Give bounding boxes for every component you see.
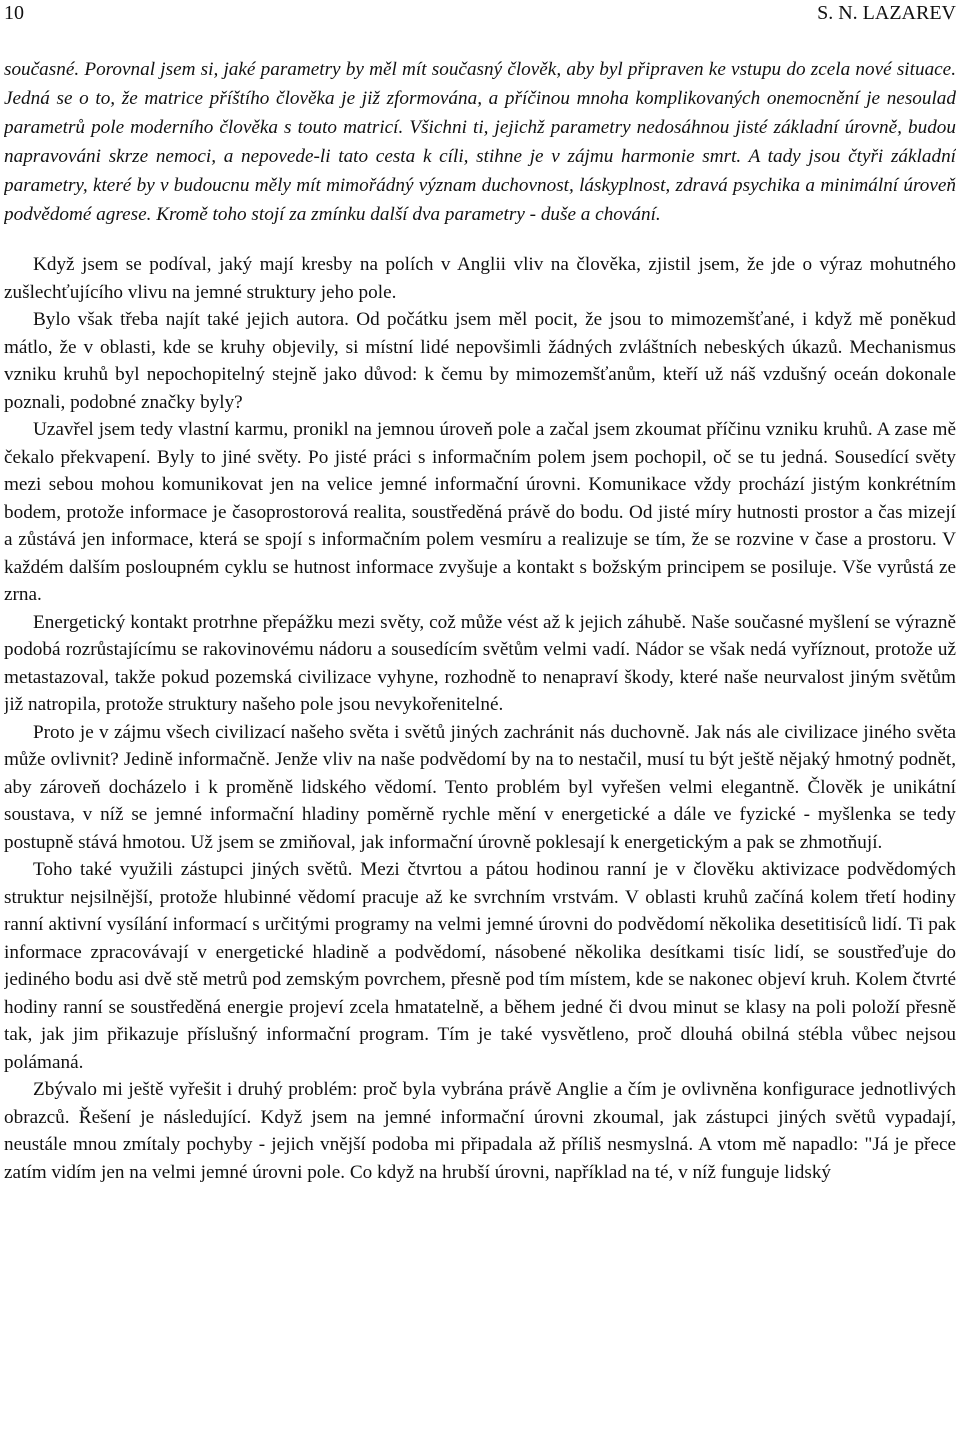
paragraph: Uzavřel jsem tedy vlastní karmu, pronikl na jemnou úroveň pole a začal jsem zkoumat příčinu vzniku kruhů. A zase mě čekalo překvapení. Byly to jiné světy. Po jisté práci s informačním polem jsem pochopil, oč se tu jedná. Sousedící světy mezi sebou mohou komunikovat jen na velice jemné informační úrovni. Komunikace vždy prochází jistým konkrétním bodem, protože informace je časoprostorová realita, soustředěná právě do bodu. Od jisté míry hutnosti prostor a čas mizejí a zůstává jen informace, která se spojí s informačním polem vesmíru a realizuje se tím, že se rozvine v čase a prostoru. V každém dalším posloupném cyklu se hutnost informace zvyšuje a kontakt s božským principem se posiluje. Vše vyrůstá ze zrna. (4, 419, 956, 606)
page-number: 10 (4, 2, 24, 24)
paragraph: Toho také využili zástupci jiných světů. Mezi čtvrtou a pátou hodinou ranní je v člověku aktivizace podvědomých struktur nejsilnější, protože hlubinné vědomí pracuje až ke svrchním vrstvám. V oblasti kruhů začíná kolem třetí hodiny ranní aktivní vysílání informací s určitými programy na velmi jemné úrovni do podvědomí několika desetitisíců lidí. Ti pak informace zpracovávají v energetické hladině a podvědomí, násobené několika desítkami tisíc lidí, se soustřeďuje do jediného bodu asi dvě stě metrů pod zemským povrchem, přesně pod tím místem, kde se nakonec objeví kruh. Kolem čtvrté hodiny ranní se soustředěná energie projeví zcela hmatatelně, a během jedné či dvou minut se klasy na poli položí přesně tak, jak jim přikazuje příslušný informační program. Tím je také vysvětleno, proč dlouhá obilná stébla vůbec nejsou polámaná. (4, 859, 956, 1073)
paragraph: Bylo však třeba najít také jejich autora. Od počátku jsem měl pocit, že jsou to mimozemšťané, i když mě poněkud mátlo, že v oblasti, kde se kruhy objevily, si místní lidé nepovšimli žádných zvláštních nebeských úkazů. Mechanismus vzniku kruhů byl nepochopitelný stejně jako důvod: k čemu by mimozemšťanům, kteří už náš vzdušný oceán dokonale poznali, podobné značky byly? (4, 309, 956, 413)
italic-paragraph: současné. Porovnal jsem si, jaké parametry by měl mít současný člověk, aby byl připraven ke vstupu do zcela nové situace. Jedná se o to, že matrice příštího člověka je již zformována, a příčinou mnoha komplikovaných onemocnění je nesoulad parametrů pole moderního člověka s touto matricí. Všichni ti, jejichž parametry nedosáhnou jisté základní úrovně, budou napravováni skrze nemoci, a nepovede-li tato cesta k cíli, stihne je v zájmu harmonie smrt. A tady jsou čtyři základní parametry, které by v budoucnu měly mít mimořádný význam duchovnost, láskyplnost, zdravá psychika a minimální úroveň podvědomé agrese. Kromě toho stojí za zmínku další dva parametry - duše a chování. (4, 59, 956, 225)
paragraph: Když jsem se podíval, jaký mají kresby na polích v Anglii vliv na člověka, zjistil jsem, že jde o výraz mohutného zušlechťujícího vlivu na jemné struktury jeho pole. (4, 254, 956, 303)
document-page (4, 0, 956, 1436)
paragraph: Proto je v zájmu všech civilizací našeho světa i světů jiných zachránit nás duchovně. Jak nás ale civilizace jiného světa může ovlivnit? Jedině informačně. Jenže vliv na naše podvědomí by na to nestačil, musí tu být ještě nějaký hmotný podnět, aby zároveň docházelo i k proměně lidského vědomí. Tento problém byl vyřešen velmi elegantně. Člověk je unikátní soustava, v níž se jemné informační hladiny poměrně rychle mění v energetické a dále ve fyzické - myšlenka se tedy postupně stává hmotou. Už jsem se zmiňoval, jak informační úrovně poklesají k energetickým a pak se zhmotňují. (4, 721, 956, 853)
running-header (4, 0, 956, 51)
running-head-author: S. N. LAZAREV (817, 2, 956, 24)
body-text (4, 251, 956, 1186)
paragraph: Zbývalo mi ještě vyřešit i druhý problém: proč byla vybrána právě Anglie a čím je ovlivněna konfigurace jednotlivých obrazců. Řešení je následující. Když jsem na jemné informační úrovni zkoumal, jak zástupci jiných světů vypadají, neustále mnou zmítaly pochyby - jejich vnější podoba mi připadala až příliš nesmyslná. A vtom mě napadlo: "Já je přece zatím vidím jen na velmi jemné úrovni pole. Co když na hrubší úrovni, například na té, v níž funguje lidský (4, 1079, 956, 1183)
paragraph: Energetický kontakt protrhne přepážku mezi světy, což může vést až k jejich záhubě. Naše současné myšlení se výrazně podobá rozrůstajícímu se rakovinovému nádoru a sousedícím světům velmi vadí. Nádor se však nedá vyříznout, protože už metastazoval, takže pokud pozemská civilizace vyhyne, rozhodně to nenapraví škody, které naše neurvalost jiným světům již natropila, protože struktury našeho pole jsou nevykořenitelné. (4, 611, 956, 716)
